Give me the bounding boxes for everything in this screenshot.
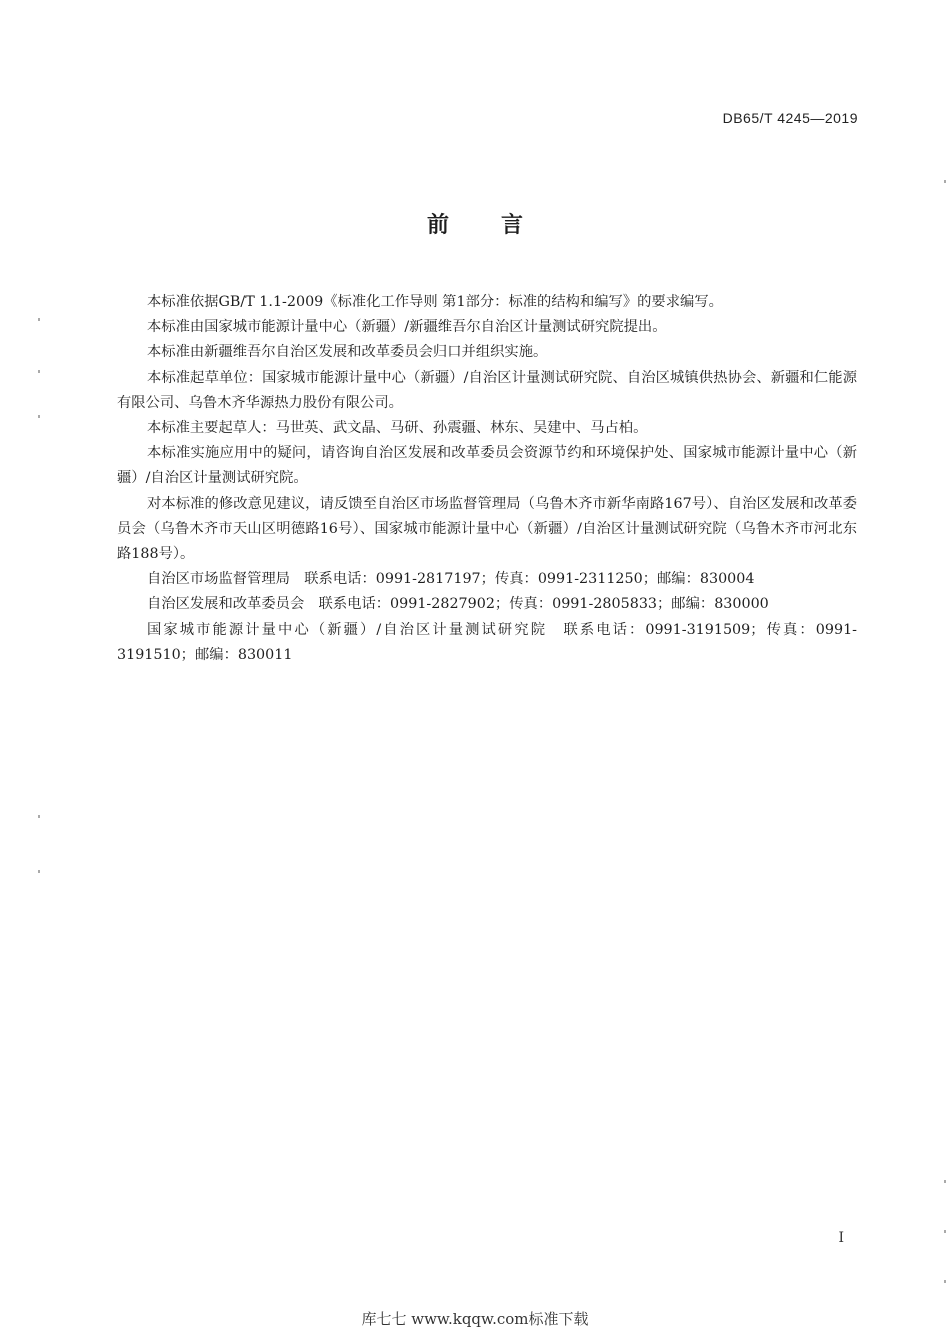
paragraph: 本标准起草单位：国家城市能源计量中心（新疆）/自治区计量测试研究院、自治区城镇供热协会、新疆和仁能源有限公司、乌鲁木齐华源热力股份有限公司。 xyxy=(117,369,857,411)
contact-line: 自治区发展和改革委员会 联系电话：0991-2827902；传真：0991-2805833；邮编：830000 xyxy=(147,596,769,613)
scan-artifact xyxy=(944,180,946,183)
foreword-body xyxy=(117,290,857,668)
scan-artifact xyxy=(944,1280,946,1283)
contact-line: 自治区市场监督管理局 联系电话：0991-2817197；传真：0991-2311250；邮编：830004 xyxy=(147,571,755,588)
contact-list xyxy=(117,567,857,668)
paragraph: 本标准主要起草人：马世英、武文晶、马研、孙震疆、林东、吴建中、马占柏。 xyxy=(147,420,648,437)
scan-artifact xyxy=(38,415,40,418)
scan-artifact xyxy=(38,870,40,873)
scan-artifact xyxy=(38,318,40,321)
scan-artifact xyxy=(944,1230,946,1233)
footer-watermark-text: 库七七 www.kqqw.com标准下载 xyxy=(361,1310,589,1328)
paragraph: 本标准实施应用中的疑问，请咨询自治区发展和改革委员会资源节约和环境保护处、国家城市能源计量中心（新疆）/自治区计量测试研究院。 xyxy=(117,445,857,487)
page-number: I xyxy=(838,1230,844,1246)
standard-code: DB65/T 4245—2019 xyxy=(722,110,858,126)
paragraph: 对本标准的修改意见建议，请反馈至自治区市场监督管理局（乌鲁木齐市新华南路167号）、自治区发展和改革委员会（乌鲁木齐市天山区明德路16号）、国家城市能源计量中心（新疆）/自治区计量测试研究院（乌鲁木齐市河北东路188号）。 xyxy=(117,495,857,563)
scan-artifact xyxy=(38,370,40,373)
paragraph: 本标准由新疆维吾尔自治区发展和改革委员会归口并组织实施。 xyxy=(147,344,548,361)
contact-line: 国家城市能源计量中心（新疆）/自治区计量测试研究院 联系电话：0991-3191509；传真：0991-3191510；邮编：830011 xyxy=(117,621,857,663)
scan-artifact xyxy=(38,815,40,818)
page-title: 前言 xyxy=(426,213,575,238)
paragraph: 本标准由国家城市能源计量中心（新疆）/新疆维吾尔自治区计量测试研究院提出。 xyxy=(147,319,667,336)
paragraph: 本标准依据GB/T 1.1-2009《标准化工作导则 第1部分：标准的结构和编写》的要求编写。 xyxy=(147,294,723,310)
scan-artifact xyxy=(944,1180,946,1183)
